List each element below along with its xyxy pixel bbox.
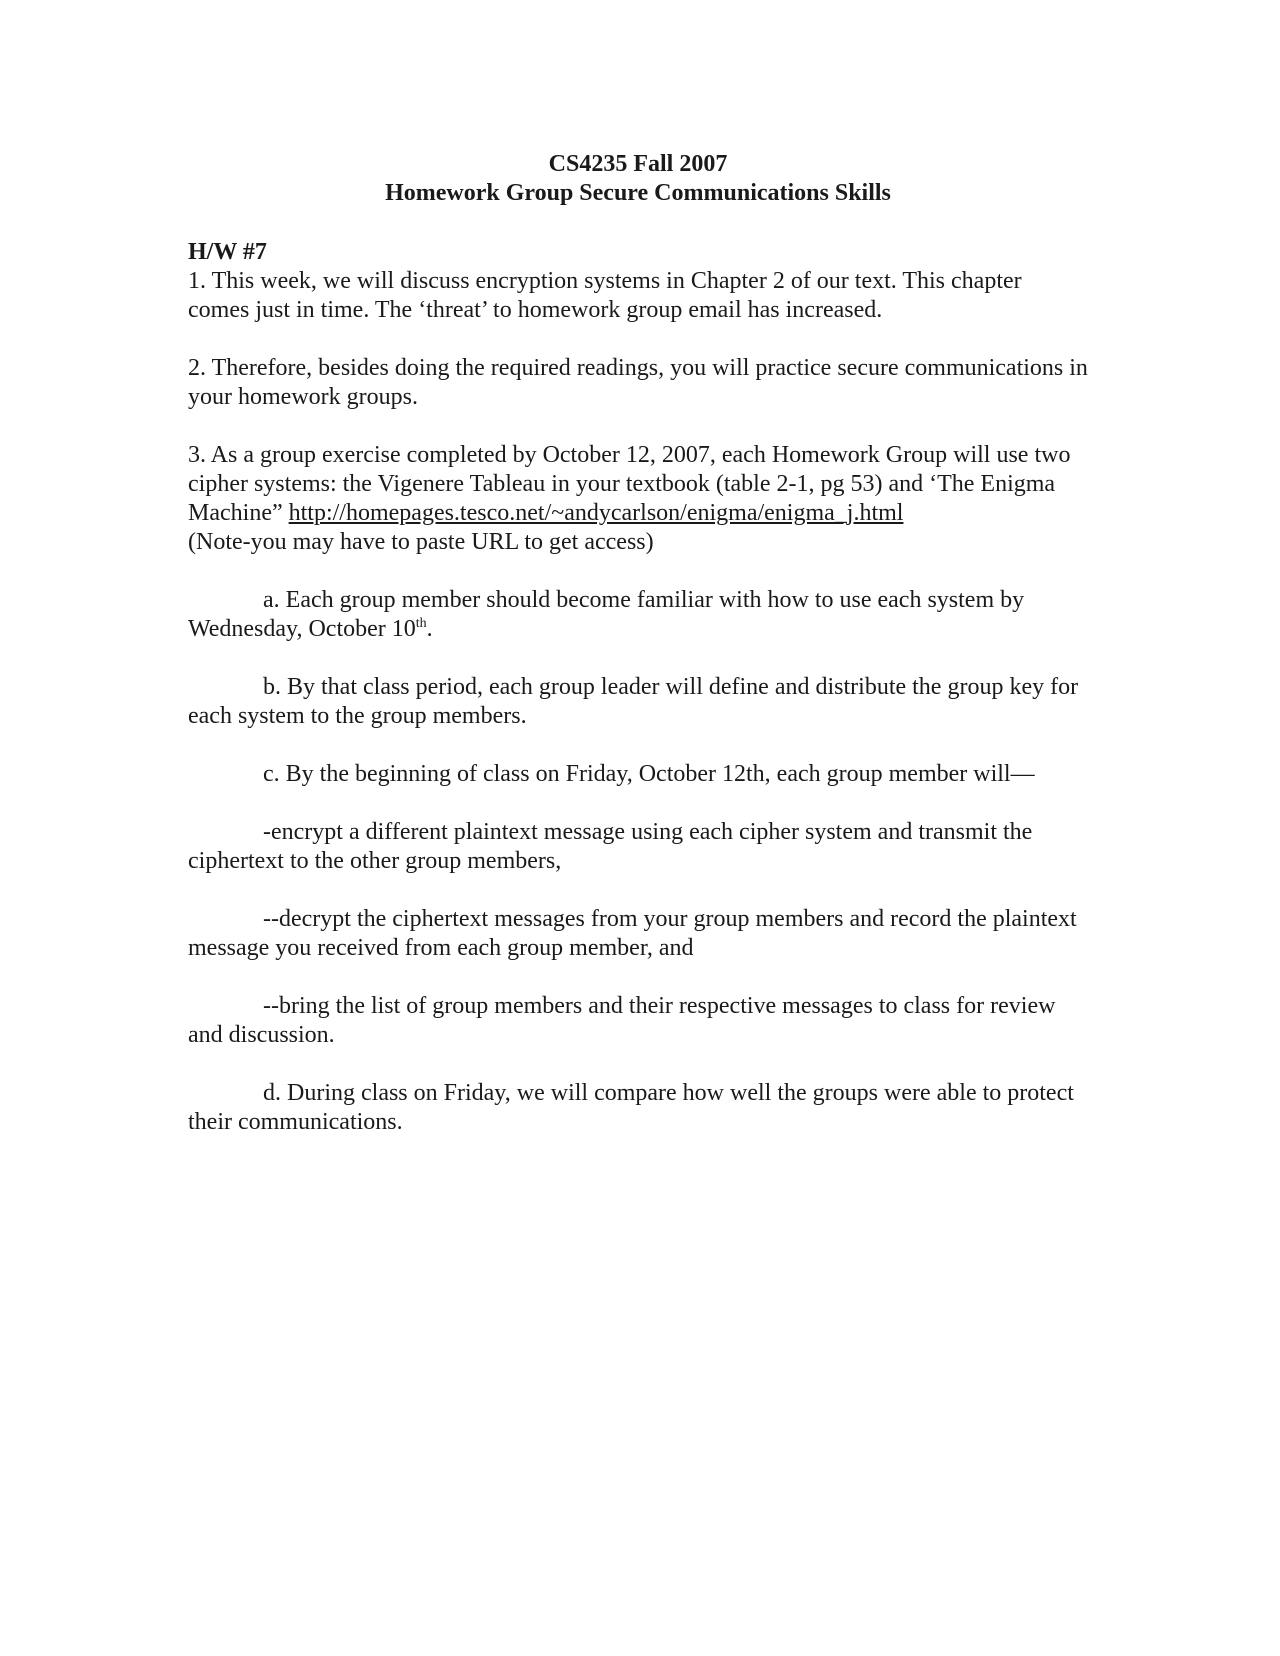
item-a — [188, 586, 1088, 644]
item-c-decrypt: --decrypt the ciphertext messages from your group members and record the plaintext message you received from each group member, and — [188, 906, 1077, 961]
paragraph-3-note: (Note-you may have to paste URL to get access) — [188, 529, 654, 555]
document-page — [188, 150, 1088, 1137]
item-a-superscript: th — [415, 616, 427, 631]
item-c: c. By the beginning of class on Friday, October 12th, each group member will— — [263, 761, 1035, 787]
item-d: d. During class on Friday, we will compare how well the groups were able to protect their communications. — [188, 1080, 1074, 1135]
paragraph-3-text: 3. As a group exercise completed by October 12, 2007, each Homework Group will use two cipher systems: the Vigenere Tableau in your textbook (table 2-1, pg 53) and ‘The Enigma Machine” — [188, 442, 1071, 526]
item-a-period: . — [426, 616, 433, 642]
item-a-text: a. Each group member should become familiar with how to use each system by Wednesday, October 10 — [188, 587, 1025, 642]
item-c-encrypt: -encrypt a different plaintext message using each cipher system and transmit the ciphertext to the other group members, — [188, 819, 1033, 874]
enigma-link[interactable]: http://homepages.tesco.net/~andycarlson/enigma/enigma_j.html — [288, 500, 904, 526]
paragraph-1: 1. This week, we will discuss encryption systems in Chapter 2 of our text. This chapter comes just in time. The ‘threat’ to homework group email has increased. — [188, 268, 1022, 323]
homework-label: H/W #7 — [188, 239, 267, 265]
paragraph-2: 2. Therefore, besides doing the required readings, you will practice secure communications in your homework groups. — [188, 355, 1088, 410]
paragraph-3 — [188, 441, 1088, 557]
item-b: b. By that class period, each group leader will define and distribute the group key for each system to the group members. — [188, 674, 1079, 729]
document-subtitle: Homework Group Secure Communications Skills — [385, 180, 891, 206]
item-c-bring: --bring the list of group members and their respective messages to class for review and discussion. — [188, 993, 1056, 1048]
course-title: CS4235 Fall 2007 — [548, 151, 728, 177]
title-block — [188, 150, 1088, 208]
